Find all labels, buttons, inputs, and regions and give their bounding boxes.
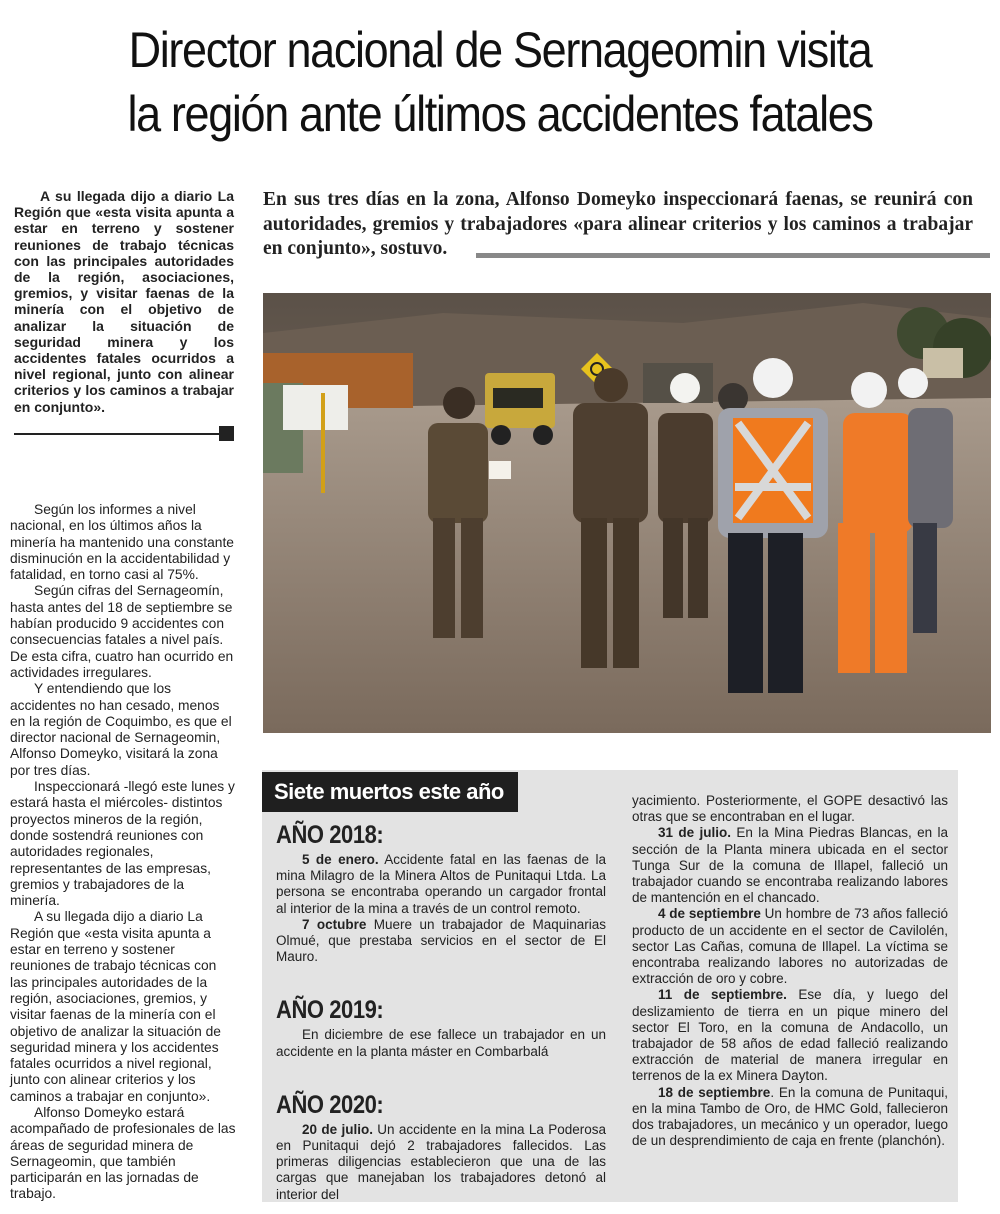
entry-date: 7 octubre [302, 916, 367, 932]
body-paragraph: Según cifras del Sernageomín, hasta antes del 18 de septiembre se habían producido 9 accidentes con consecuencias fatales a nivel país. De esta cifra, cuatro han ocurrido en actividades irregulares. [10, 583, 234, 680]
box-title: Siete muertos este año [262, 772, 518, 812]
sidebar-quote: A su llegada dijo a diario La Región que «esta visita apunta a estar en terreno y sostener reuniones de trabajo técnicas con las principales autoridades de la región, asociaciones, gremios, y visitar faenas de la minería con el objetivo de analizar la situación de seguridad minera y los accidentes fatales ocurridos a nivel regional, junto con alinear criterios y los caminos a trabajar en conjunto». [14, 188, 234, 415]
year-heading-2020: AÑO 2020: [276, 1090, 384, 1119]
entry-date: 31 de julio. [658, 825, 732, 841]
entry-date: 20 de julio. [302, 1121, 373, 1137]
accident-entry [632, 987, 948, 1084]
box-column-1 [276, 820, 606, 1203]
accident-entry [276, 852, 606, 917]
body-column [10, 502, 236, 1203]
entry-text: Accidente fatal en las faenas de la mina Milagro de la Minera Altos de Punitaqui Ltda. La persona se encontraba operando un cargador frontal al interior de la mina a través de un control remoto. [276, 852, 606, 916]
news-photo [263, 293, 991, 733]
year-heading-2019: AÑO 2019: [276, 996, 384, 1025]
quote-end-square [219, 426, 234, 441]
entry-date: 4 de septiembre [658, 906, 761, 922]
body-paragraph: Según los informes a nivel nacional, en los últimos años la minería ha mantenido una constante disminución en la accidentabilidad y fatalidad, en torno casi al 75%. [10, 502, 234, 583]
entry-text: Muere un trabajador de Maquinarias Olmué, que prestaba servicios en el sector de El Mauro. [276, 916, 606, 965]
headline [68, 18, 932, 146]
accident-entry: En diciembre de ese fallece un trabajador en un accidente en la planta máster en Combarbalá [276, 1027, 606, 1059]
quote-rule [14, 433, 224, 435]
entry-text: En la Mina Piedras Blancas, en la sección de la Planta minera ubicada en el sector Tunga Sur de la comuna de Illapel, falleció un trabajador cuando se encontraba realizando labores de mantención en el chancado. [632, 825, 948, 906]
body-paragraph: Inspeccionará -llegó este lunes y estará hasta el miércoles- distintos proyectos mineros de la región, donde sostendrá reuniones con autoridades regionales, representantes de las empresas, gremios y trabajadores de la minería. [10, 779, 235, 909]
headline-line-1: Director nacional de Sernageomin visita [128, 22, 872, 78]
lead-paragraph: En sus tres días en la zona, Alfonso Domeyko inspeccionará faenas, se reunirá con autoridades, gremios y trabajadores «para alinear criterios y los caminos a trabajar en conjunto», sostuvo. [263, 189, 973, 259]
entry-date: 11 de septiembre. [658, 987, 787, 1003]
entry-date: 18 de septiembre [658, 1084, 771, 1100]
accident-entry [276, 917, 606, 966]
accident-entry [276, 1122, 606, 1203]
box-column-2 [632, 793, 948, 1149]
accident-entry [632, 906, 948, 987]
entry-text: Ese día, y luego del deslizamiento de tierra en un pique minero del sector El Toro, en la comuna de Andacollo, un trabajador de 58 años de edad falleció realizando extracción de material de manera irregular en terrenos de la ex Minera Dayton. [632, 987, 948, 1084]
accident-entry [632, 825, 948, 906]
lead-rule [476, 253, 990, 258]
entry-text: Un accidente en la mina La Poderosa en Punitaqui dejó 2 trabajadores fallecidos. Las primeras diligencias establecieron que una de las cargas que manejaban los trabajadores detonó al interior del [276, 1121, 606, 1202]
body-paragraph: Alfonso Domeyko estará acompañado de profesionales de las áreas de seguridad minera de Sernageomin, que también participarán en las jornadas de trabajo. [10, 1104, 236, 1202]
body-paragraph: A su llegada dijo a diario La Región que «esta visita apunta a estar en terreno y sostener reuniones de trabajo técnicas con las principales autoridades de la región, asociaciones, gremios, y visitar faenas de la minería con el objetivo de analizar la situación de seguridad minera y los accidentes fatales ocurridos a nivel regional, junto con alinear criterios y los caminos a trabajar en conjunto». [10, 909, 221, 1104]
entry-continuation: yacimiento. Posteriormente, el GOPE desactivó las otras que se encontraban en el lugar. [632, 793, 948, 825]
accident-entry [632, 1085, 948, 1150]
headline-line-2: la región ante últimos accidentes fatales [127, 86, 873, 142]
year-heading-2018: AÑO 2018: [276, 821, 384, 849]
body-paragraph: Y entendiendo que los accidentes no han cesado, menos en la región de Coquimbo, es que el director nacional de Sernageomin, Alfonso Domeyko, visitará la zona por tres días. [10, 681, 232, 778]
entry-date: 5 de enero. [302, 852, 379, 867]
entry-text: . En la comuna de Punitaqui, en la mina Tambo de Oro, de HMC Gold, fallecieron dos trabajadores, un mecánico y un operador, luego de un desprendimiento de caja en frente (planchón). [632, 1084, 948, 1149]
entry-text: Un hombre de 73 años falleció producto de un accidente en el sector de Cavilolén, sector Las Cañas, comuna de Illapel. La víctima se encontraba realizando labores no autorizadas de extracción de oro y cobre. [632, 906, 948, 987]
